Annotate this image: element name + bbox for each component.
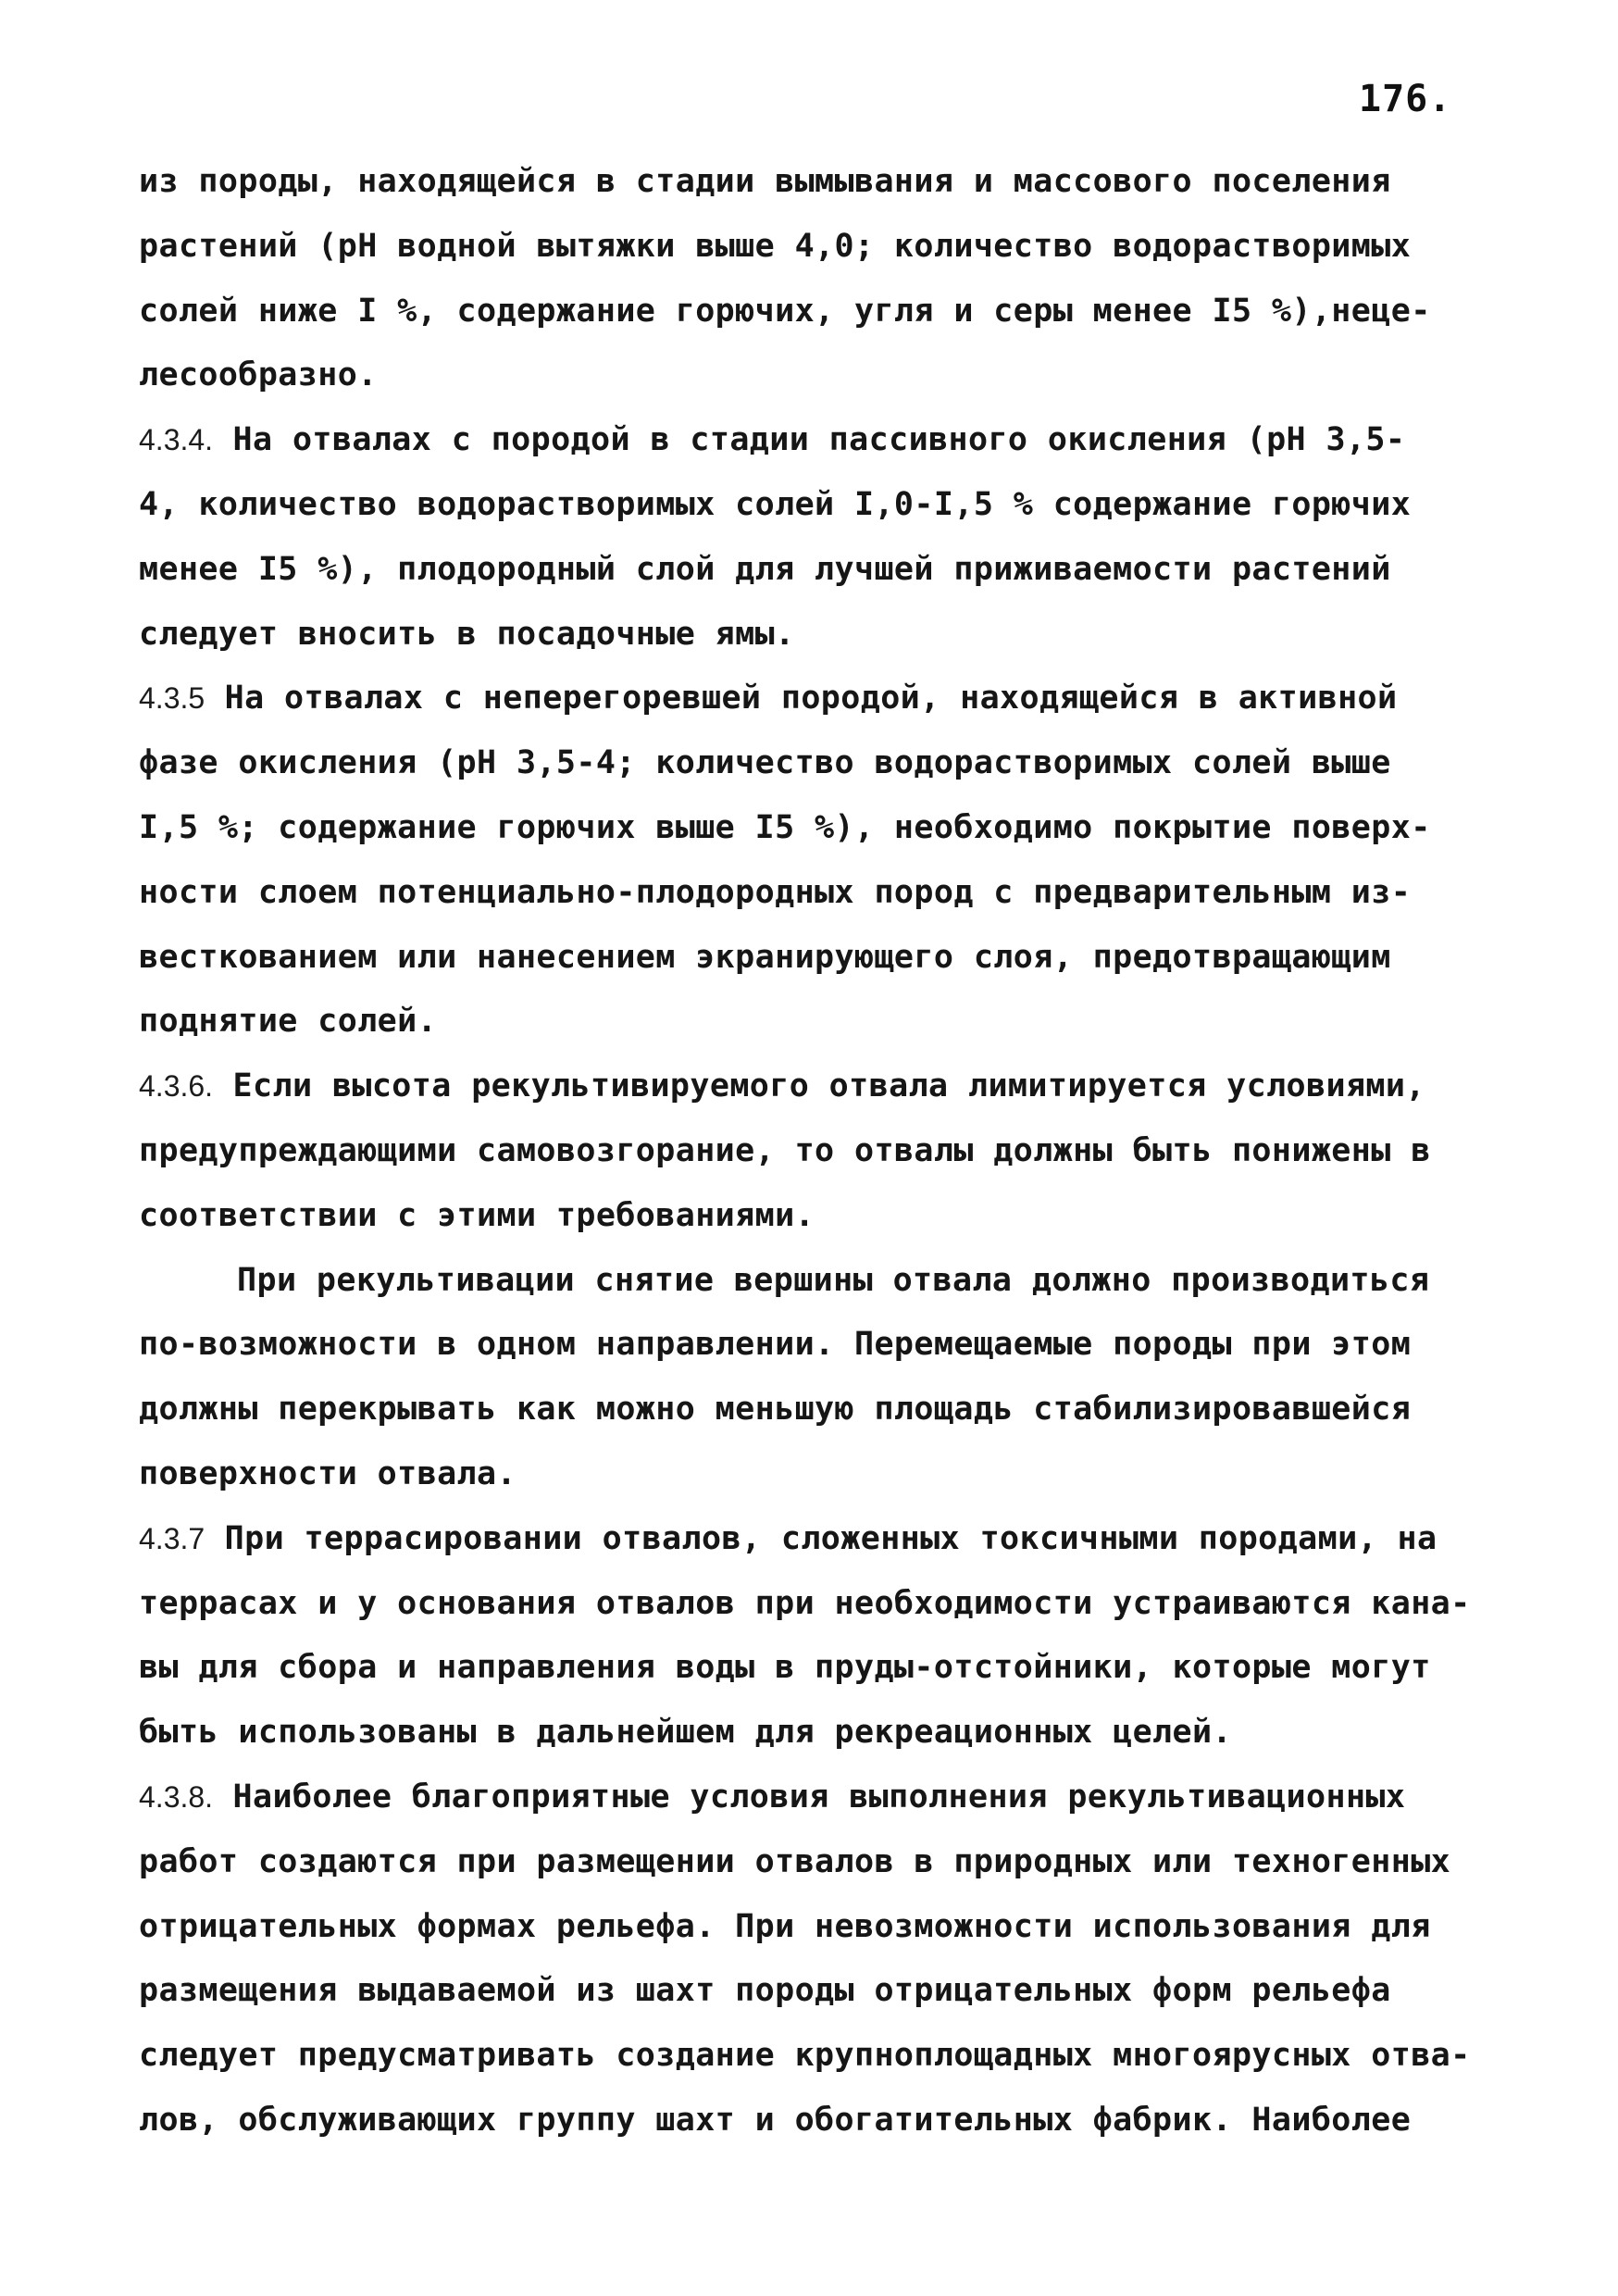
text-line — [139, 1249, 1462, 1314]
text-line — [139, 215, 1462, 280]
text-line — [139, 731, 1462, 796]
text-line — [139, 1572, 1471, 1637]
line-text: размещения выдаваемой из шахт породы отрицательных форм рельефа — [139, 1972, 1391, 2010]
line-text: соответствии с этими требованиями. — [139, 1196, 815, 1234]
line-text: Наиболее благоприятные условия выполнения рекультивационных — [213, 1778, 1406, 1816]
section-number: 4.3.7 — [139, 1521, 205, 1555]
line-text: поднятие солей. — [139, 1003, 438, 1041]
text-line — [139, 538, 1462, 603]
text-line — [139, 1895, 1462, 1960]
text-line — [139, 1959, 1462, 2024]
line-text: террасах и у основания отвалов при необходимости устраиваются кана- — [139, 1584, 1471, 1622]
text-line — [139, 603, 1462, 668]
section-number: 4.3.5 — [139, 681, 205, 716]
line-text: работ создаются при размещении отвалов в природных или техногенных — [139, 1842, 1451, 1880]
line-text: следует вносить в посадочные ямы. — [139, 615, 795, 653]
text-line — [139, 1119, 1462, 1184]
text-line — [139, 408, 1462, 473]
text-line — [139, 1766, 1462, 1830]
line-text: солей ниже I %, содержание горючих, угля и серы менее I5 %),неце- — [139, 292, 1431, 330]
text-line — [139, 926, 1462, 991]
section-number: 4.3.6. — [139, 1069, 214, 1104]
text-line — [139, 667, 1462, 731]
text-line — [139, 796, 1462, 861]
line-text: вы для сбора и направления воды в пруды-отстойники, которые могут — [139, 1649, 1431, 1687]
line-text: по-возможности в одном направлении. Перемещаемые породы при этом — [139, 1326, 1412, 1364]
line-text: На отвалах с породой в стадии пассивного окисления (рН 3,5- — [213, 421, 1406, 459]
line-text: менее I5 %), плодородный слой для лучшей приживаемости растений — [139, 550, 1391, 588]
line-text: На отвалах с неперегоревшей породой, находящейся в активной — [205, 680, 1398, 718]
text-line — [139, 990, 1462, 1054]
text-line — [139, 861, 1462, 926]
line-text: растений (рН водной вытяжки выше 4,0; количество водорастворимых — [139, 227, 1412, 265]
text-line — [139, 2024, 1471, 2089]
text-line — [139, 1830, 1462, 1895]
text-line — [139, 1636, 1462, 1701]
section-number: 4.3.8. — [139, 1779, 214, 1814]
line-text: поверхности отвала. — [139, 1454, 517, 1492]
text-line — [139, 1442, 1462, 1507]
line-text: Если высота рекультивируемого отвала лимитируется условиями, — [213, 1067, 1425, 1105]
page-number: 176. — [1359, 78, 1452, 120]
line-text: весткованием или нанесением экранирующего слоя, предотвращающим — [139, 938, 1391, 976]
body-text — [139, 150, 1471, 2153]
line-text: лов, обслуживающих группу шахт и обогатительных фабрик. Наиболее — [139, 2101, 1412, 2139]
line-text: предупреждающими самовозгорание, то отвалы должны быть понижены в — [139, 1131, 1431, 1169]
line-text: из породы, находящейся в стадии вымывания и массового поселения — [139, 163, 1391, 200]
text-line — [139, 1701, 1462, 1766]
text-line — [139, 1054, 1462, 1119]
text-line — [139, 343, 1462, 408]
line-text: При террасировании отвалов, сложенных токсичными породами, на — [205, 1519, 1438, 1557]
text-line — [139, 2089, 1462, 2153]
section-number: 4.3.4. — [139, 423, 214, 457]
line-text: быть использованы в дальнейшем для рекреационных целей. — [139, 1714, 1232, 1752]
line-text: лесообразно. — [139, 356, 378, 394]
text-line — [139, 1313, 1462, 1378]
line-text: фазе окисления (рН 3,5-4; количество водорастворимых солей выше — [139, 744, 1391, 782]
text-line — [139, 1378, 1462, 1442]
line-text: ности слоем потенциально-плодородных пород с предварительным из- — [139, 873, 1412, 911]
line-text: отрицательных формах рельефа. При невозможности использования для — [139, 1907, 1431, 1945]
line-text: 4, количество водорастворимых солей I,0-I,5 % содержание горючих — [139, 485, 1412, 523]
text-line — [139, 1507, 1462, 1572]
line-text: При рекультивации снятие вершины отвала должно производиться — [237, 1261, 1430, 1299]
text-line — [139, 280, 1462, 344]
text-line — [139, 1184, 1462, 1249]
line-text: I,5 %; содержание горючих выше I5 %), необходимо покрытие поверх- — [139, 808, 1431, 846]
line-text: должны перекрывать как можно меньшую площадь стабилизировавшейся — [139, 1391, 1412, 1429]
text-line — [139, 150, 1462, 215]
line-text: следует предусматривать создание крупноплощадных многоярусных отва- — [139, 2037, 1471, 2075]
text-line — [139, 473, 1462, 538]
